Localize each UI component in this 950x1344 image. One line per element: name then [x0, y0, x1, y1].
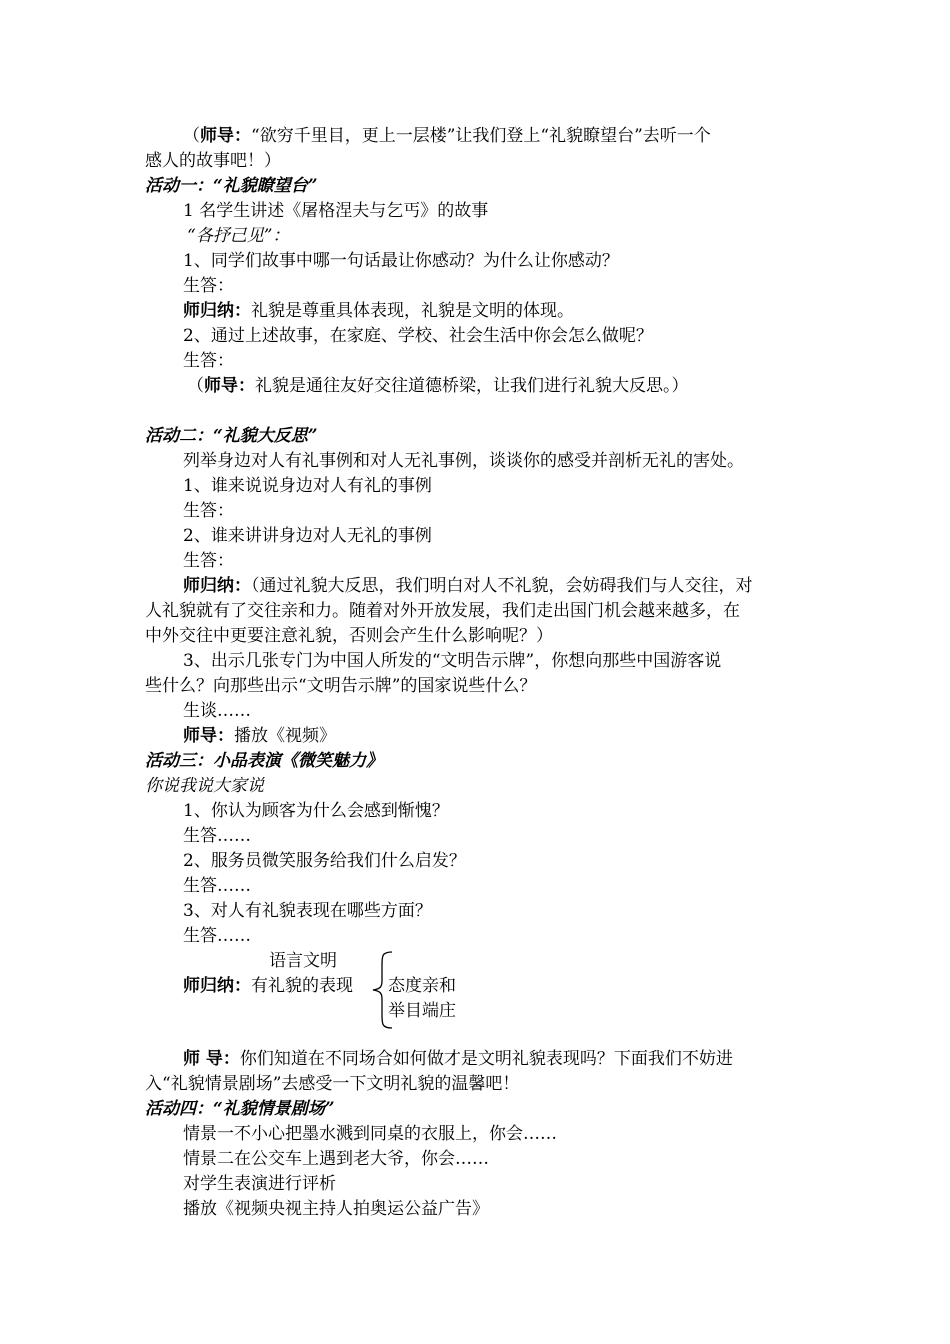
activity-1-heading: “各抒己见”： [187, 226, 290, 246]
activity-3-answer-3: 生答…… [183, 926, 251, 946]
activity-3-question-3: 3、对人有礼貌表现在哪些方面？ [183, 901, 432, 921]
activity-1-question-1: 1、同学们故事中哪一句话最让你感动？为什么让你感动？ [183, 251, 619, 271]
activity-2-answer-3: 生谈…… [183, 701, 251, 721]
activity-2-answer-2: 生答： [183, 551, 234, 571]
activity-2-guide: 师导：播放《视频》 [183, 726, 336, 746]
activity-4-review: 对学生表演进行评析 [183, 1174, 336, 1194]
activity-2-question-1: 1、谁来说说身边对人有礼的事例 [183, 476, 432, 496]
activity-3-summary: 师归纳：有礼貌的表现 [183, 976, 353, 996]
activity-3-guide-2: 入“礼貌情景剧场”去感受一下文明礼貌的温馨吧！ [145, 1074, 520, 1094]
activity-4-scene-2: 情景二在公交车上遇到老大爷，你会…… [183, 1149, 489, 1169]
brace-item-1: 语言文明 [269, 951, 337, 971]
activity-2-summary-3: 中外交往中更要注意礼貌，否则会产生什么影响呢？） [145, 626, 553, 646]
activity-3-question-1: 1、你认为顾客为什么会感到惭愧？ [183, 801, 449, 821]
activity-1-answer-1: 生答： [183, 276, 234, 296]
activity-2-question-3-line-2: 些什么？向那些出示“文明告示牌”的国家说些什么？ [145, 676, 537, 696]
activity-3-question-2: 2、服务员微笑服务给我们什么启发？ [183, 851, 466, 871]
activity-3-title: 活动三：小品表演《微笑魅力》 [145, 751, 383, 771]
activity-2-question-3-line-1: 3、出示几张专门为中国人所发的“文明告示牌”，你想向那些中国游客说 [183, 651, 722, 671]
intro-line-1: （师导：“欲穷千里目，更上一层楼”让我们登上“礼貌瞭望台”去听一个 [183, 126, 711, 146]
activity-1-guide: （师导：礼貌是通往友好交往道德桥梁，让我们进行礼貌大反思。） [187, 376, 689, 396]
activity-2-answer-1: 生答： [183, 501, 234, 521]
activity-3-heading: 你说我说大家说 [145, 776, 264, 796]
activity-1-title: 活动一：“礼貌瞭望台” [145, 176, 318, 196]
activity-1-story: 1 名学生讲述《屠格涅夫与乞丐》的故事 [183, 201, 489, 221]
activity-3-answer-2: 生答…… [183, 876, 251, 896]
activity-3-answer-1: 生答…… [183, 826, 251, 846]
curly-brace [370, 949, 396, 1031]
activity-1-answer-2: 生答： [183, 351, 234, 371]
activity-3-guide-1: 师 导：你们知道在不同场合如何做才是文明礼貌表现吗？下面我们不妨进 [183, 1049, 733, 1069]
brace-item-3: 举目端庄 [388, 1001, 456, 1021]
brace-item-2: 态度亲和 [388, 976, 456, 996]
activity-2-summary-1: 师归纳：（通过礼貌大反思，我们明白对人不礼貌，会妨碍我们与人交往，对 [183, 576, 753, 596]
activity-2-summary-2: 人礼貌就有了交往亲和力。随着对外开放发展，我们走出国门机会越来越多，在 [145, 601, 740, 621]
activity-2-intro: 列举身边对人有礼事例和对人无礼事例，谈谈你的感受并剖析无礼的害处。 [183, 451, 744, 471]
activity-4-title: 活动四：“礼貌情景剧场” [145, 1099, 335, 1119]
activity-1-question-2: 2、通过上述故事，在家庭、学校、社会生活中你会怎么做呢？ [183, 326, 653, 346]
intro-line-2: 感人的故事吧！） [145, 151, 281, 171]
activity-4-scene-1: 情景一不小心把墨水溅到同桌的衣服上，你会…… [183, 1124, 557, 1144]
activity-2-title: 活动二：“礼貌大反思” [145, 426, 318, 446]
activity-2-question-2: 2、谁来讲讲身边对人无礼的事例 [183, 526, 432, 546]
activity-4-video: 播放《视频央视主持人拍奥运公益广告》 [183, 1199, 489, 1219]
activity-1-summary: 师归纳：礼貌是尊重具体表现，礼貌是文明的体现。 [183, 301, 574, 321]
